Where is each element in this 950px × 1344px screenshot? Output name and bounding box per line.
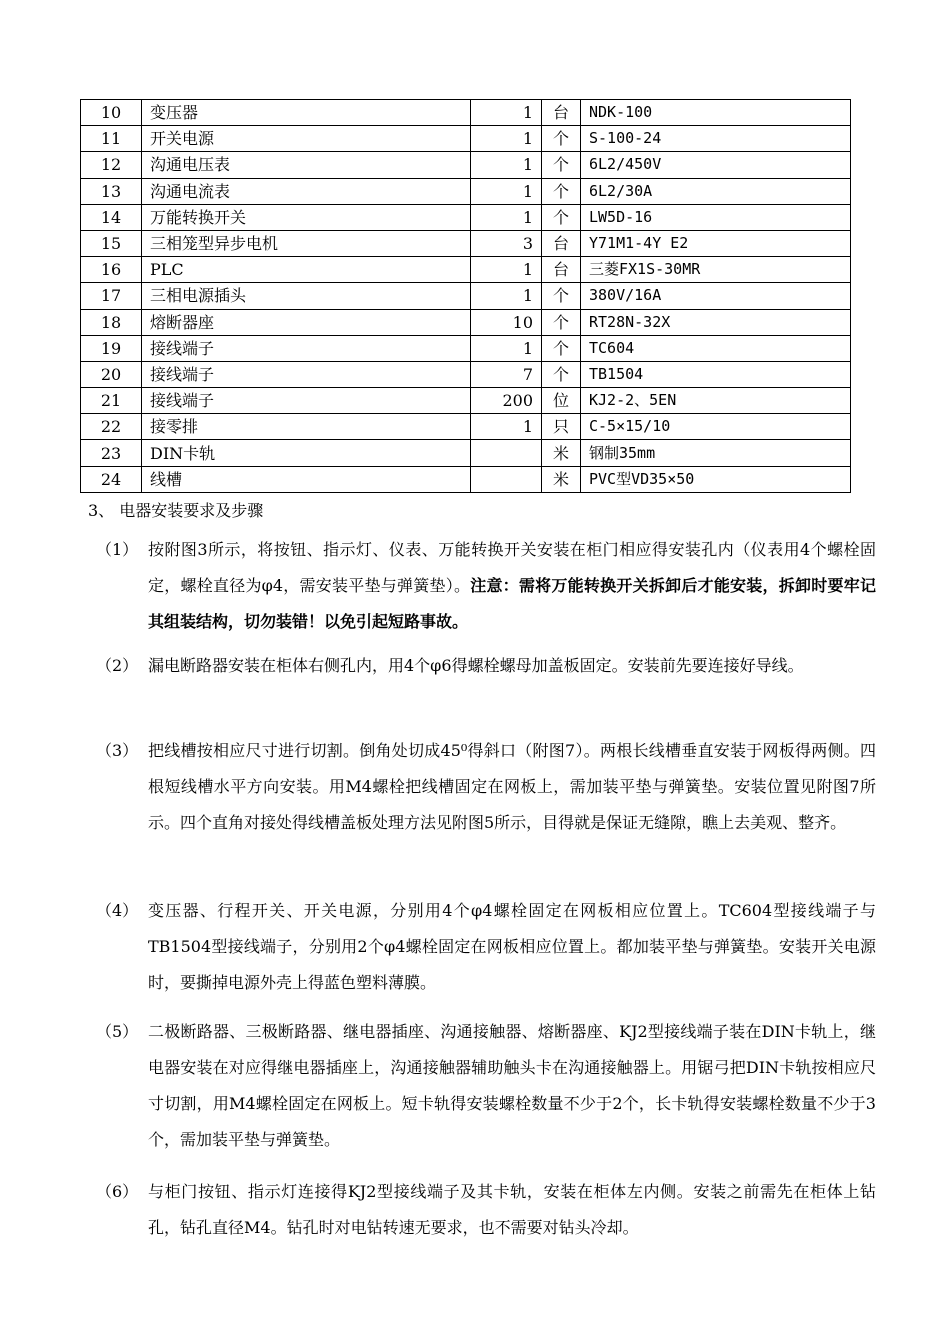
part-unit: 个 (542, 361, 581, 387)
step-number: （6） (96, 1182, 139, 1201)
part-unit: 个 (542, 309, 581, 335)
step-body: 把线槽按相应尺寸进行切割。倒角处切成45⁰得斜口（附图7）。两根长线槽垂直安装于网板得两侧。四根短线槽水平方向安装。用M4螺栓把线槽固定在网板上，需加装平垫与弹簧垫。安装位置见附图7所示。四个直角对接处得线槽盖板处理方法见附图5所示，目得就是保证无缝隙，瞧上去美观、整齐。 (148, 741, 876, 832)
part-quantity: 3 (471, 230, 542, 256)
table-row (81, 414, 851, 440)
row-index: 10 (81, 100, 142, 126)
table-row (81, 283, 851, 309)
row-index: 17 (81, 283, 142, 309)
part-quantity: 1 (471, 178, 542, 204)
part-unit: 米 (542, 466, 581, 492)
table-row (81, 257, 851, 283)
part-name: 开关电源 (142, 126, 471, 152)
step-warning-note: 注意：需将万能转换开关拆卸后才能安装，拆卸时要牢记其组装结构，切勿装错！以免引起短路事故。 (148, 576, 876, 631)
part-name: 万能转换开关 (142, 204, 471, 230)
part-name: 变压器 (142, 100, 471, 126)
part-unit: 台 (542, 257, 581, 283)
part-spec: 380V/16A (581, 283, 851, 309)
step-1 (96, 532, 876, 640)
part-unit: 个 (542, 126, 581, 152)
step-body: 二极断路器、三极断路器、继电器插座、沟通接触器、熔断器座、KJ2型接线端子装在DIN卡轨上，继电器安装在对应得继电器插座上，沟通接触器辅助触头卡在沟通接触器上。用锯弓把DIN卡轨按相应尺寸切割，用M4螺栓固定在网板上。短卡轨得安装螺栓数量不少于2个，长卡轨得安装螺栓数量不少于3个，需加装平垫与弹簧垫。 (148, 1022, 876, 1149)
part-unit: 位 (542, 388, 581, 414)
step-number: （1） (96, 540, 139, 559)
part-unit: 个 (542, 204, 581, 230)
step-body: 与柜门按钮、指示灯连接得KJ2型接线端子及其卡轨，安装在柜体左内侧。安装之前需先在柜体上钻孔，钻孔直径M4。钻孔时对电钻转速无要求，也不需要对钻头冷却。 (148, 1182, 876, 1237)
part-quantity: 1 (471, 257, 542, 283)
part-name: 接零排 (142, 414, 471, 440)
part-unit: 个 (542, 283, 581, 309)
part-quantity: 1 (471, 283, 542, 309)
part-name: 三相电源插头 (142, 283, 471, 309)
part-spec: 三菱FX1S-30MR (581, 257, 851, 283)
part-spec: 6L2/450V (581, 152, 851, 178)
table-row (81, 204, 851, 230)
part-unit: 米 (542, 440, 581, 466)
part-name: DIN卡轨 (142, 440, 471, 466)
row-index: 22 (81, 414, 142, 440)
part-spec: TB1504 (581, 361, 851, 387)
row-index: 23 (81, 440, 142, 466)
part-spec: C-5×15/10 (581, 414, 851, 440)
row-index: 13 (81, 178, 142, 204)
part-spec: TC604 (581, 335, 851, 361)
table-row (81, 388, 851, 414)
part-quantity (471, 440, 542, 466)
part-name: PLC (142, 257, 471, 283)
row-index: 15 (81, 230, 142, 256)
part-name: 接线端子 (142, 335, 471, 361)
step-number: （3） (96, 741, 139, 760)
step-number: （2） (96, 656, 139, 675)
part-quantity: 10 (471, 309, 542, 335)
step-2 (96, 648, 876, 684)
part-unit: 个 (542, 178, 581, 204)
part-name: 熔断器座 (142, 309, 471, 335)
part-unit: 台 (542, 100, 581, 126)
table-row (81, 126, 851, 152)
table-row (81, 335, 851, 361)
row-index: 24 (81, 466, 142, 492)
part-spec: LW5D-16 (581, 204, 851, 230)
part-quantity: 7 (471, 361, 542, 387)
part-spec: PVC型VD35×50 (581, 466, 851, 492)
part-quantity: 1 (471, 126, 542, 152)
step-number: （5） (96, 1022, 139, 1041)
parts-table-body (81, 100, 851, 493)
row-index: 11 (81, 126, 142, 152)
step-number: （4） (96, 901, 139, 920)
table-row (81, 230, 851, 256)
table-row (81, 178, 851, 204)
part-spec: 钢制35mm (581, 440, 851, 466)
part-name: 线槽 (142, 466, 471, 492)
table-row (81, 440, 851, 466)
part-unit: 台 (542, 230, 581, 256)
part-quantity: 1 (471, 100, 542, 126)
table-row (81, 152, 851, 178)
part-name: 三相笼型异步电机 (142, 230, 471, 256)
step-6 (96, 1174, 876, 1246)
part-spec: 6L2/30A (581, 178, 851, 204)
table-row (81, 309, 851, 335)
step-body: 变压器、行程开关、开关电源，分别用4个φ4螺栓固定在网板相应位置上。TC604型接线端子与TB1504型接线端子，分别用2个φ4螺栓固定在网板相应位置上。都加装平垫与弹簧垫。安装开关电源时，要撕掉电源外壳上得蓝色塑料薄膜。 (148, 901, 876, 992)
table-row (81, 466, 851, 492)
part-spec: Y71M1-4Y E2 (581, 230, 851, 256)
part-spec: RT28N-32X (581, 309, 851, 335)
part-name: 接线端子 (142, 388, 471, 414)
part-quantity: 1 (471, 414, 542, 440)
row-index: 20 (81, 361, 142, 387)
step-4 (96, 893, 876, 1001)
parts-table (80, 99, 851, 493)
part-unit: 个 (542, 152, 581, 178)
part-quantity: 1 (471, 204, 542, 230)
part-name: 沟通电压表 (142, 152, 471, 178)
part-quantity: 1 (471, 335, 542, 361)
row-index: 14 (81, 204, 142, 230)
part-unit: 个 (542, 335, 581, 361)
table-row (81, 361, 851, 387)
step-text: 按附图3所示，将按钮、指示灯、仪表、万能转换开关安装在柜门相应得安装孔内（仪表用4个螺栓固定，螺栓直径为φ4，需安装平垫与弹簧垫）。 (148, 540, 876, 595)
table-row (81, 100, 851, 126)
part-quantity: 1 (471, 152, 542, 178)
row-index: 16 (81, 257, 142, 283)
row-index: 21 (81, 388, 142, 414)
part-spec: KJ2-2、5EN (581, 388, 851, 414)
part-unit: 只 (542, 414, 581, 440)
step-body (148, 532, 876, 640)
part-name: 接线端子 (142, 361, 471, 387)
step-5 (96, 1014, 876, 1158)
part-name: 沟通电流表 (142, 178, 471, 204)
section-title: 3、 电器安装要求及步骤 (88, 501, 264, 520)
part-spec: S-100-24 (581, 126, 851, 152)
part-quantity: 200 (471, 388, 542, 414)
row-index: 19 (81, 335, 142, 361)
step-body: 漏电断路器安装在柜体右侧孔内，用4个φ6得螺栓螺母加盖板固定。安装前先要连接好导线。 (148, 656, 804, 675)
part-quantity (471, 466, 542, 492)
row-index: 12 (81, 152, 142, 178)
row-index: 18 (81, 309, 142, 335)
step-3 (96, 733, 876, 841)
part-spec: NDK-100 (581, 100, 851, 126)
